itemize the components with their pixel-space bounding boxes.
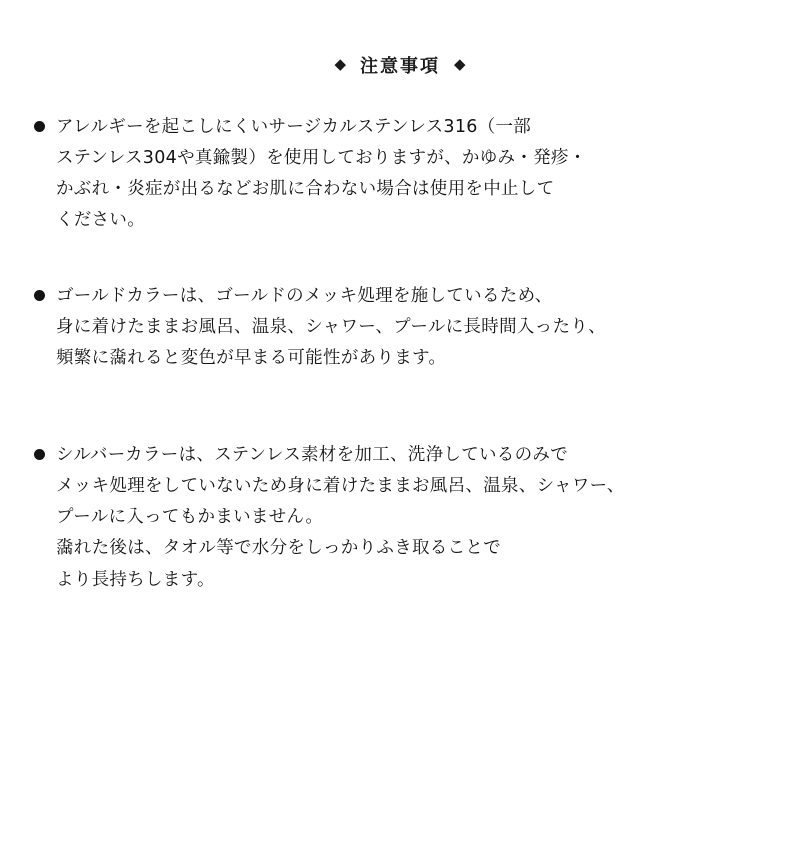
notice-line: より長持ちします。 [56,569,215,590]
diamond-right-icon: ◆ [454,54,466,73]
page-title: 注意事項 [360,56,440,77]
notice-text-block [56,281,766,374]
notice-line: かぶれ・炎症が出るなどお肌に合わない場合は使用を中止して [56,179,555,200]
notice-line: ステンレス304や真鍮製）を使用しておりますが、かゆみ・発疹・ [56,148,587,169]
notice-line: 頻繁に濷れると変色が早まる可能性があります。 [56,347,447,368]
notice-line: ゴールドカラーは、ゴールドのメッキ処理を施しているため、 [56,285,553,306]
bullet-icon [34,121,45,132]
notice-line: プールに入ってもかまいません。 [56,507,324,528]
notice-line: 身に着けたままお風呂、温泉、シャワー、プールに長時間入ったり、 [56,316,606,337]
notice-line: ください。 [56,210,145,231]
list-item [34,281,766,374]
list-item [34,440,766,596]
bullet-icon [34,449,45,460]
notice-text-block [56,440,766,596]
notice-line: 濷れた後は、タオル等で水分をしっかりふき取ることで [56,538,501,559]
notice-list [0,112,800,596]
notice-line: メッキ処理をしていないため身に着けたままお風呂、温泉、シャワー、 [56,476,625,497]
notice-text-block [56,112,766,237]
notice-page [0,52,800,852]
notice-line: アレルギーを起こしにくいサージカルステンレス316（一部 [56,117,532,137]
page-title-row [0,52,800,78]
notice-line: シルバーカラーは、ステンレス素材を加工、洗浄しているのみで [56,444,568,465]
list-item [34,112,766,237]
bullet-icon [34,290,45,301]
diamond-left-icon: ◆ [334,54,346,73]
